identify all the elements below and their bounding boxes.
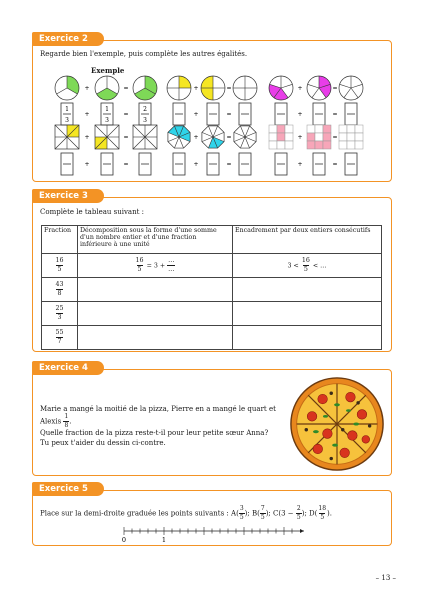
decomposition-cell[interactable]	[78, 302, 233, 326]
grid-cell	[307, 133, 315, 141]
fraction-figures	[33, 41, 391, 181]
divider-line	[107, 137, 119, 149]
fraction-cell: $\frac{55}{7}$	[42, 326, 78, 350]
exercise-3	[32, 191, 392, 352]
header-fraction: Fraction	[42, 226, 78, 254]
equals-sign: =	[226, 85, 232, 92]
grid-cell	[323, 133, 331, 141]
equals-sign: =	[332, 134, 338, 141]
divider-line	[344, 88, 351, 98]
plus-sign: +	[193, 161, 199, 168]
grid-cell	[339, 125, 347, 133]
number-line	[33, 525, 391, 545]
divider-line	[281, 84, 292, 88]
grid-cell	[347, 133, 355, 141]
exercise-4-line3: Quelle fraction de la pizza reste-t-il pour leur petite sœur Anna?	[40, 429, 269, 438]
plus-sign: +	[84, 161, 90, 168]
grid-cell	[315, 133, 323, 141]
grid-cell	[315, 141, 323, 149]
equals-sign: =	[332, 85, 338, 92]
pizza-image	[289, 376, 385, 472]
header-decomposition: Décomposition sous la forme d'une somme d'un nombre entier et d'une fraction inférieure à une unité	[78, 226, 233, 254]
exercise-3-instruction: Complète le tableau suivant :	[40, 208, 144, 216]
grid-cell	[339, 141, 347, 149]
equals-sign: =	[226, 111, 232, 118]
exercise-2-tab: Exercice 2	[32, 32, 104, 46]
plus-sign: +	[84, 134, 90, 141]
grid-cell	[277, 125, 285, 133]
encadrement-cell[interactable]	[233, 326, 382, 350]
shaded-sector	[97, 88, 118, 100]
divider-line	[55, 125, 67, 137]
divider-line	[67, 137, 79, 149]
plus-sign: +	[297, 85, 303, 92]
fraction-denominator: 3	[65, 117, 69, 124]
decomposition-cell[interactable]: $\frac{16}{5}$ = 3 + $\frac{\dots}{\dots}$	[78, 254, 233, 278]
exercise-2-instruction: Regarde bien l'exemple, puis complète les autres égalités.	[40, 50, 248, 58]
exercise-4-tab: Exercice 4	[32, 361, 104, 375]
grid-cell	[269, 133, 277, 141]
fraction-cell: $\frac{43}{8}$	[42, 278, 78, 302]
grid-cell	[355, 125, 363, 133]
equals-sign: =	[226, 134, 232, 141]
exercise-5	[32, 484, 392, 546]
header-encadrement: Encadrement par deux entiers consécutifs	[233, 226, 382, 254]
divider-line	[312, 88, 319, 98]
exercise-4-line1: Marie a mangé la moitié de la pizza, Pierre en a mangé le quart et	[40, 405, 276, 413]
equals-sign: =	[226, 161, 232, 168]
plus-sign: +	[297, 134, 303, 141]
grid-cell	[285, 133, 293, 141]
table-row	[42, 302, 382, 326]
exercise-5-tab: Exercice 5	[32, 482, 104, 496]
exercise-5-instruction: Place sur la demi-droite graduée les points suivants : A( $\frac{3}{5}$ ); B( $\frac{7}{5}$ ); C(3 − $\frac{2}{5}$ ); D( $\frac{18}{5}$ ).	[40, 505, 333, 521]
divider-line	[55, 137, 67, 149]
divider-line	[145, 125, 157, 137]
exercise-4	[32, 363, 392, 476]
equals-sign: =	[123, 85, 129, 92]
plus-sign: +	[193, 85, 199, 92]
grid-cell	[347, 141, 355, 149]
plus-sign: +	[84, 85, 90, 92]
grid-cell	[307, 141, 315, 149]
exercise-4-text	[40, 405, 280, 448]
axis-arrow	[300, 529, 304, 533]
grid-cell	[269, 125, 277, 133]
divider-line	[95, 125, 107, 137]
plus-sign: +	[193, 111, 199, 118]
decomposition-cell[interactable]	[78, 278, 233, 302]
encadrement-cell[interactable]	[233, 278, 382, 302]
exercise-4-line2: Alexis $\frac{1}{8}$ .	[40, 413, 72, 430]
equals-sign: =	[332, 111, 338, 118]
grid-cell	[285, 125, 293, 133]
table-row	[42, 254, 382, 278]
divider-line	[308, 84, 319, 88]
equals-sign: =	[123, 134, 129, 141]
encadrement-cell[interactable]: 3 < $\frac{16}{5}$ < …	[233, 254, 382, 278]
grid-cell	[277, 141, 285, 149]
fraction-cell: $\frac{16}{5}$	[42, 254, 78, 278]
exercise-4-line4: Tu peux t'aider du dessin ci-contre.	[40, 438, 166, 447]
fraction-numerator: 2	[143, 106, 147, 113]
example-label: Exemple	[91, 66, 125, 75]
exercise-2	[32, 34, 392, 182]
divider-line	[351, 88, 358, 98]
divider-line	[145, 137, 157, 149]
divider-line	[351, 84, 362, 88]
axis-label-1: 1	[161, 536, 167, 544]
fraction-numerator: 1	[65, 106, 69, 113]
grid-cell	[277, 133, 285, 141]
plus-sign: +	[297, 111, 303, 118]
table-row	[42, 278, 382, 302]
divider-line	[340, 84, 351, 88]
equals-sign: =	[123, 161, 129, 168]
plus-sign: +	[193, 134, 199, 141]
fraction-cell: $\frac{25}{3}$	[42, 302, 78, 326]
axis-label-0: 0	[121, 536, 127, 544]
plus-sign: +	[297, 161, 303, 168]
grid-cell	[323, 141, 331, 149]
grid-cell	[323, 125, 331, 133]
exercise-3-tab: Exercice 3	[32, 189, 104, 203]
divider-line	[57, 88, 67, 94]
fraction-numerator: 1	[105, 106, 109, 113]
page-number: – 13 –	[375, 574, 396, 582]
decomposition-cell[interactable]	[78, 326, 233, 350]
fraction-denominator: 3	[105, 117, 109, 124]
grid-cell	[307, 125, 315, 133]
equals-sign: =	[123, 111, 129, 118]
grid-cell	[355, 141, 363, 149]
fraction-table	[41, 225, 382, 350]
fraction-denominator: 3	[143, 117, 147, 124]
divider-line	[133, 125, 145, 137]
grid-cell	[339, 133, 347, 141]
equals-sign: =	[332, 161, 338, 168]
grid-cell	[315, 125, 323, 133]
grid-cell	[355, 133, 363, 141]
plus-sign: +	[84, 111, 90, 118]
grid-cell	[347, 125, 355, 133]
divider-line	[107, 125, 119, 137]
divider-line	[133, 137, 145, 149]
grid-cell	[285, 141, 293, 149]
table-header-row	[42, 226, 382, 254]
grid-cell	[269, 141, 277, 149]
encadrement-cell[interactable]	[233, 302, 382, 326]
table-row	[42, 326, 382, 350]
